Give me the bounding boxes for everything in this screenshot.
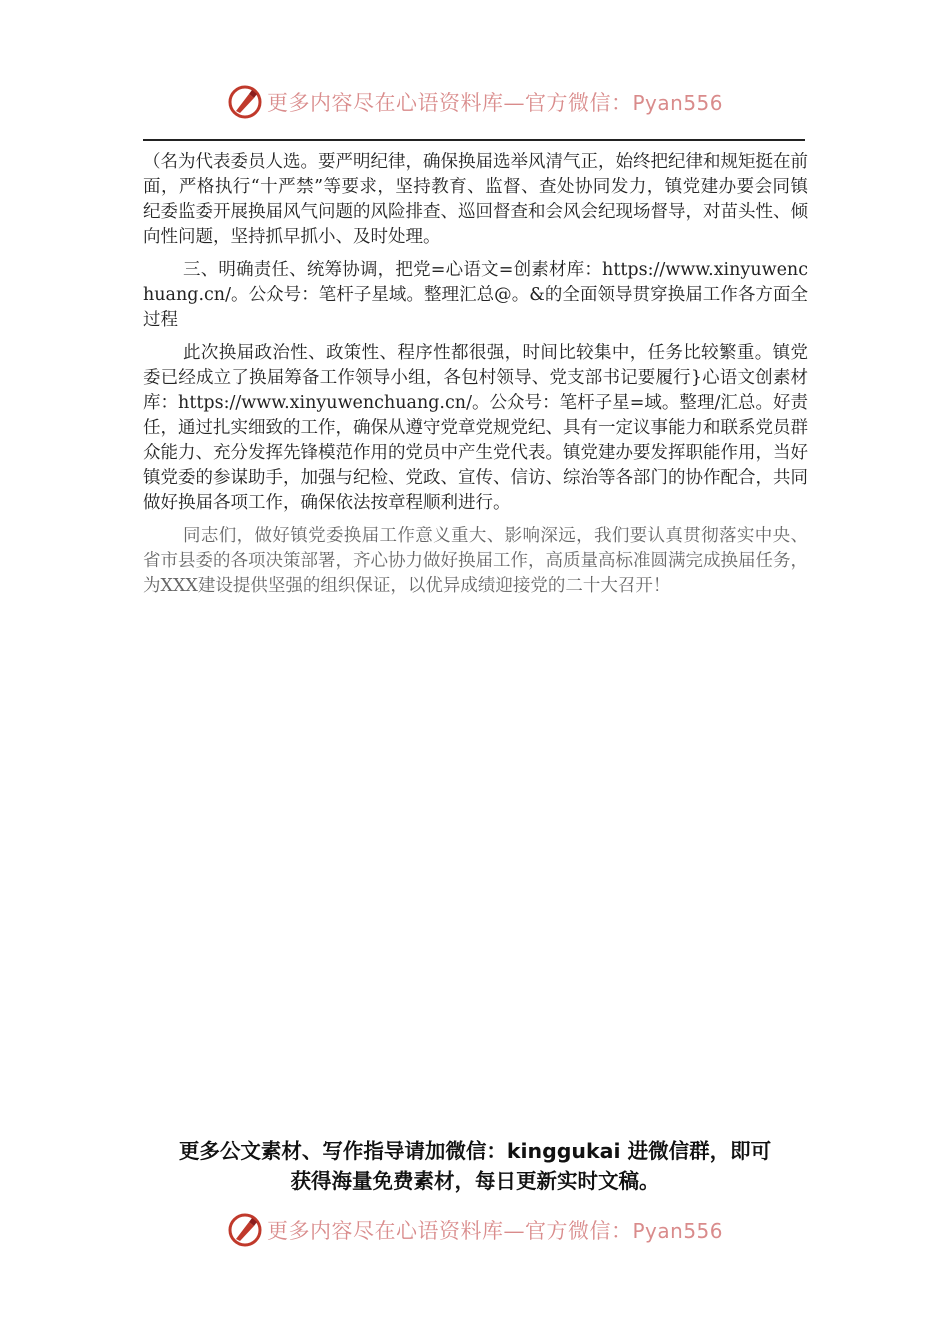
footer-promo-line-1: 更多公文素材、写作指导请加微信：kinggukai 进微信群，即可	[178, 1139, 772, 1163]
header-rule	[143, 139, 805, 141]
footer-banner-handle: Pyan556	[632, 1219, 723, 1243]
paragraph-1: （名为代表委员人选。要严明纪律，确保换届选举风清气正，始终把纪律和规矩挺在前面，严格执行“十严禁”等要求，坚持教育、监督、查处协同发力，镇党建办要会同镇纪委监委开展换届风气问题的风险排查、巡回督查和会风会纪现场督导，对苗头性、倾向性问题，坚持抓早抓小、及时处理。	[143, 152, 808, 247]
paragraph-3: 此次换届政治性、政策性、程序性都很强，时间比较集中，任务比较繁重。镇党委已经成立了换届筹备工作领导小组，各包村领导、党支部书记要履行}心语文创素材库：https://www.xinyuwenchuang.cn/。公众号：笔杆子星=域。整理/汇总。好责任，通过扎实细致的工作，确保从遵守党章党规党纪、具有一定议事能力和联系党员群众能力、充分发挥先锋模范作用的党员中产生党代表。镇党建办要发挥职能作用，当好镇党委的参谋助手，加强与纪检、党政、宣传、信访、综治等各部门的协作配合，共同做好换届各项工作，确保依法按章程顺利进行。	[143, 343, 808, 513]
header-banner	[0, 82, 950, 122]
footer-banner	[0, 1210, 950, 1250]
header-banner-handle: Pyan556	[632, 91, 723, 115]
document-body	[143, 150, 808, 607]
paragraph-2-section-heading: 三、明确责任、统筹协调，把党=心语文=创素材库：https://www.xinyuwenchuang.cn/。公众号：笔杆子星域。整理汇总@。&的全面领导贯穿换届工作各方面全过程	[143, 260, 808, 330]
footer-promo-line-2: 获得海量免费素材，每日更新实时文稿。	[290, 1169, 660, 1193]
header-banner-text: 更多内容尽在心语资料库—官方微信：Pyan556	[266, 91, 723, 115]
pen-nib-logo-icon	[227, 84, 263, 120]
paragraph-4-closing: 同志们，做好镇党委换届工作意义重大、影响深远，我们要认真贯彻落实中央、省市县委的各项决策部署，齐心协力做好换届工作，高质量高标准圆满完成换届任务，为XXX建设提供坚强的组织保证，以优异成绩迎接党的二十大召开！	[143, 526, 808, 596]
footer-banner-text: 更多内容尽在心语资料库—官方微信：Pyan556	[266, 1219, 723, 1243]
pen-nib-logo-icon	[227, 1212, 263, 1248]
footer-promo-note	[0, 1136, 950, 1196]
